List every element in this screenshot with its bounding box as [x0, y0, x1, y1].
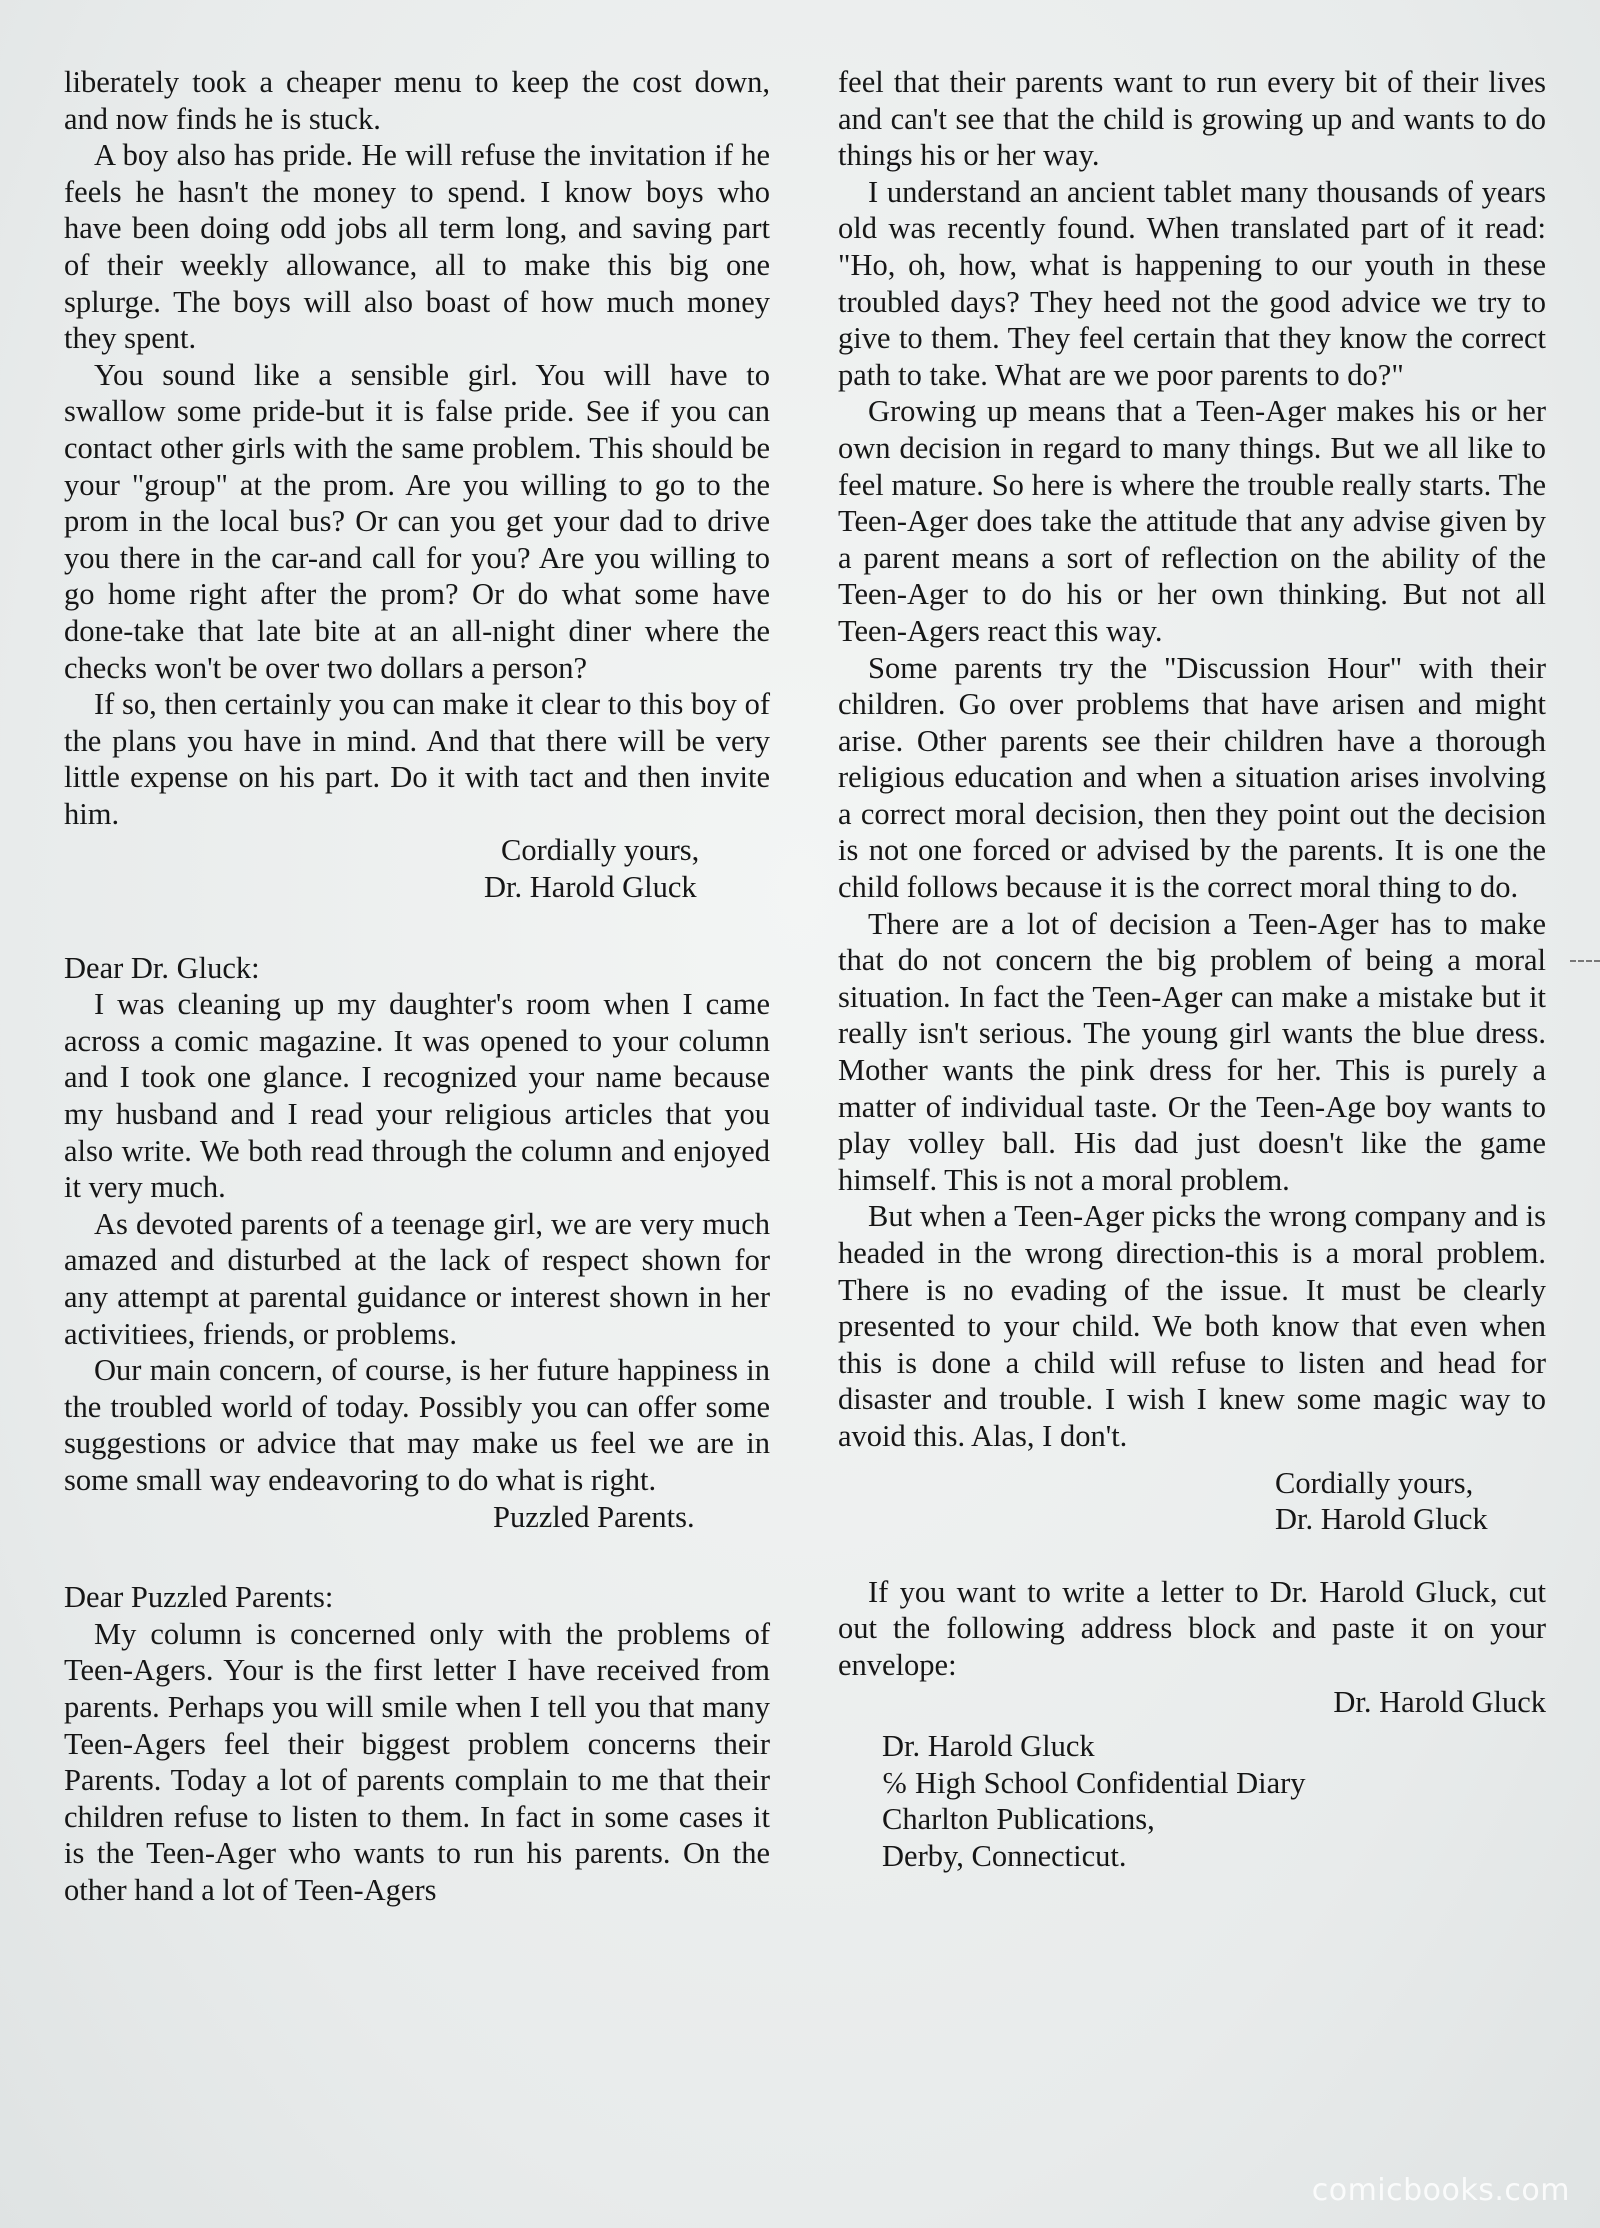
- address-line: Charlton Publications,: [882, 1802, 1155, 1837]
- paragraph: My column is concerned only with the problems of Teen-Agers. Your is the first letter I have received from parents. Perhaps you will smile when I tell you that many Teen-Agers feel their biggest problem concerns their Parents. Today a lot of parents complain to me that their children refuse to listen to them. In fact in some cases it is the Teen-Ager who wants to run his parents. On the other hand a lot of Teen-Agers: [64, 1616, 770, 1907]
- paragraph: I understand an ancient tablet many thousands of years old was recently found. When translated part of it read: "Ho, oh, how, what is happening to our youth in these troubled days? They heed not the good advice we try to give to them. They feel certain that they know the correct path to take. What are we poor parents to do?": [838, 174, 1546, 392]
- paragraph: feel that their parents want to run every bit of their lives and can't see that the child is growing up and wants to do things his or her way.: [838, 65, 1546, 173]
- paragraph: liberately took a cheaper menu to keep the cost down, and now finds he is stuck.: [64, 65, 770, 136]
- salutation: Dear Puzzled Parents:: [64, 1580, 334, 1615]
- signature: Dr. Harold Gluck: [484, 870, 697, 905]
- closing: Cordially yours,: [501, 833, 700, 868]
- signature: Puzzled Parents.: [493, 1499, 695, 1534]
- left-column: [64, 64, 770, 1909]
- paragraph: Our main concern, of course, is her future happiness in the troubled world of today. Possibly you can offer some suggestions or advice that may make us feel we are in some small way endeavoring to do what is right.: [64, 1353, 770, 1497]
- address-line: Dr. Harold Gluck: [882, 1729, 1095, 1764]
- paragraph: A boy also has pride. He will refuse the invitation if he feels he hasn't the money to spend. I know boys who have been doing odd jobs all term long, and saving part of their weekly allowance, all to make this big one splurge. The boys will also boast of how much money they spent.: [64, 138, 770, 356]
- closing: Cordially yours,: [1275, 1465, 1474, 1500]
- address-line: ℅ High School Confidential Diary: [882, 1765, 1306, 1800]
- paragraph: If you want to write a letter to Dr. Harold Gluck, cut out the following address block and paste it on your envelope:: [838, 1574, 1546, 1682]
- watermark: comicbooks.com: [1311, 2173, 1570, 2208]
- paragraph: As devoted parents of a teenage girl, we are very much amazed and disturbed at the lack of respect shown for any attempt at parental guidance or interest shown in her activitiees, friends, or problems.: [64, 1206, 770, 1351]
- address-header: Dr. Harold Gluck: [1333, 1684, 1546, 1719]
- paragraph: There are a lot of decision a Teen-Ager has to make that do not concern the big problem of being a moral situation. In fact the Teen-Ager can make a mistake but it really isn't serious. The young girl wants the blue dress. Mother wants the pink dress for her. This is purely a matter of individual taste. Or the Teen-Age boy wants to play volley ball. His dad just doesn't like the game himself. This is not a moral problem.: [838, 906, 1546, 1197]
- paragraph: You sound like a sensible girl. You will have to swallow some pride-but it is false pride. See if you can contact other girls with the same problem. This should be your "group" at the prom. Are you willing to go to the prom in the local bus? Or can you get your dad to drive you there in the car-and call for you? Are you willing to go home right after the prom? Or do what some have done-take that late bite at an all-night diner where the checks won't be over two dollars a person?: [64, 357, 770, 685]
- cut-line: [1570, 960, 1600, 962]
- address-block: [838, 1728, 1546, 1874]
- signature: Dr. Harold Gluck: [1275, 1502, 1488, 1537]
- paragraph: I was cleaning up my daughter's room when I came across a comic magazine. It was opened to your column and I took one glance. I recognized your name because my husband and I read your religious articles that you also write. We both read through the column and enjoyed it very much.: [64, 987, 770, 1205]
- salutation: Dear Dr. Gluck:: [64, 950, 260, 985]
- paragraph: Growing up means that a Teen-Ager makes his or her own decision in regard to many things. But we all like to feel mature. So here is where the trouble really starts. The Teen-Ager does take the attitude that any advise given by a parent means a sort of reflection on the ability of the Teen-Ager to do his or her own thinking. But not all Teen-Agers react this way.: [838, 394, 1546, 648]
- address-line: Derby, Connecticut.: [882, 1838, 1127, 1873]
- paragraph: If so, then certainly you can make it clear to this boy of the plans you have in mind. And that there will be very little expense on his part. Do it with tact and then invite him.: [64, 687, 770, 831]
- right-column: [838, 64, 1546, 1875]
- paragraph: But when a Teen-Ager picks the wrong company and is headed in the wrong direction-this is a moral problem. There is no evading of the issue. It must be clearly presented to your child. We both know that even when this is done a child will refuse to listen and head for disaster and trouble. I wish I knew some magic way to avoid this. Alas, I don't.: [838, 1199, 1546, 1453]
- paragraph: Some parents try the "Discussion Hour" with their children. Go over problems that have arisen and might arise. Other parents see their children have a thorough religious education and when a situation arises involving a correct moral decision, then they point out the decision is not one forced or advised by the parents. It is one the child follows because it is the correct moral thing to do.: [838, 650, 1546, 905]
